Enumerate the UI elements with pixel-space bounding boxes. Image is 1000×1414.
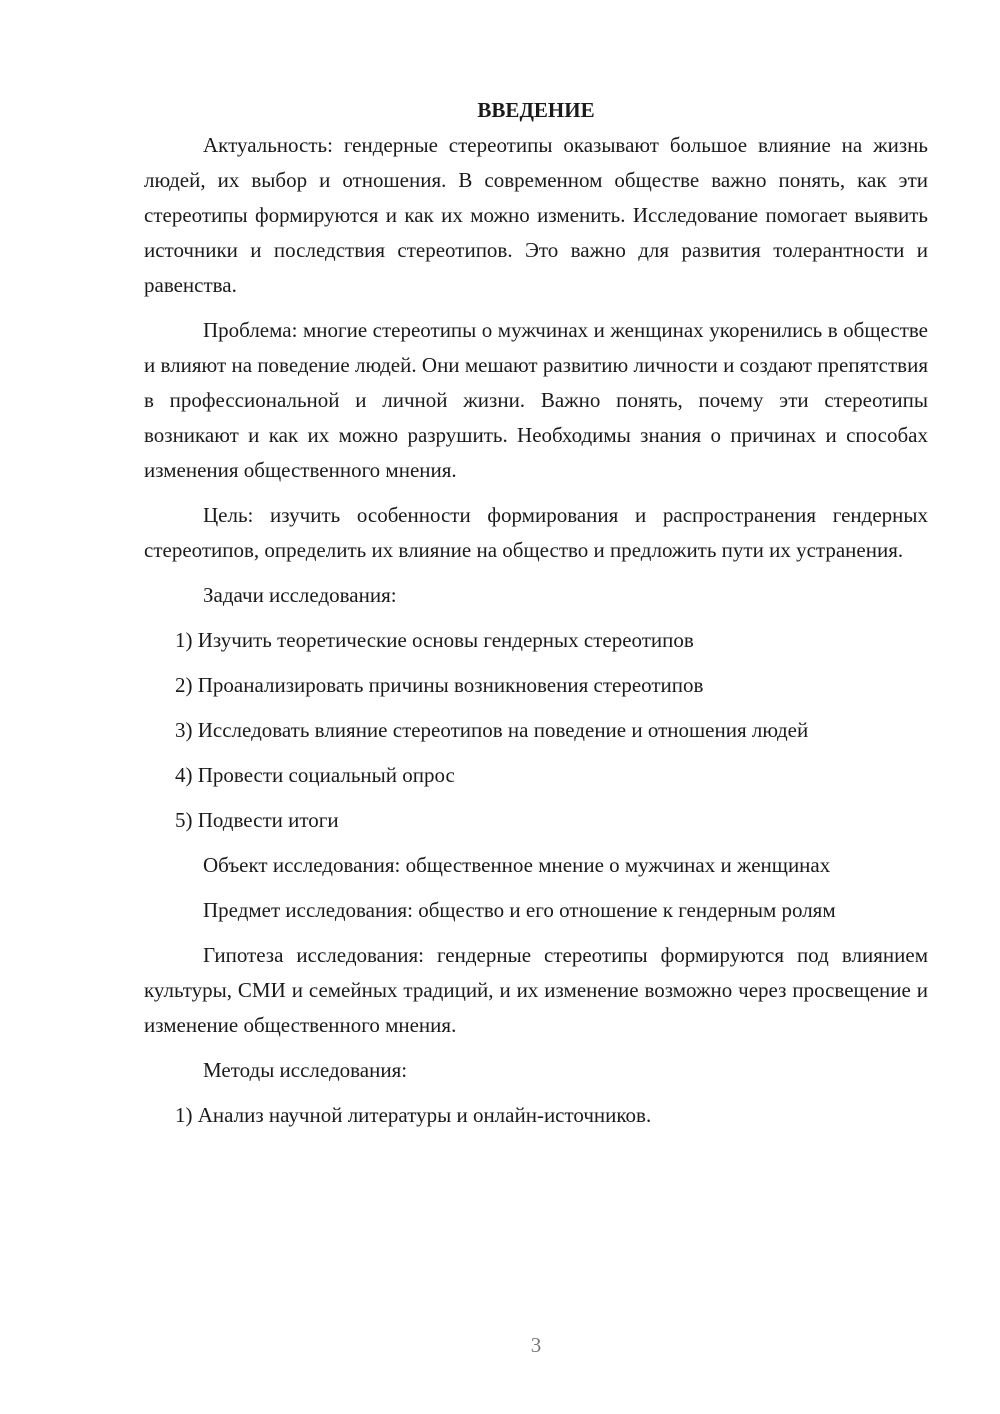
tasks-heading: Задачи исследования: xyxy=(203,583,397,607)
list-item: 1) Анализ научной литературы и онлайн-источников. xyxy=(175,1103,652,1127)
paragraph-goal: Цель: изучить особенности формирования и распространения гендерных стереотипов, определить их влияние на общество и предложить пути их устранения. xyxy=(144,503,928,562)
page-content xyxy=(144,92,928,1143)
tasks-list xyxy=(144,623,928,838)
list-item: 3) Исследовать влияние стереотипов на поведение и отношения людей xyxy=(175,718,809,742)
methods-list xyxy=(144,1098,928,1133)
paragraph-object: Объект исследования: общественное мнение о мужчинах и женщинах xyxy=(203,853,831,877)
list-item: 2) Проанализировать причины возникновения стереотипов xyxy=(175,673,704,697)
list-item: 1) Изучить теоретические основы гендерных стереотипов xyxy=(175,628,694,652)
page-number: 3 xyxy=(530,1333,542,1357)
list-item: 5) Подвести итоги xyxy=(175,808,339,832)
methods-heading: Методы исследования: xyxy=(203,1058,408,1082)
paragraph-subject: Предмет исследования: общество и его отношение к гендерным ролям xyxy=(203,898,836,922)
list-item: 4) Провести социальный опрос xyxy=(175,763,455,787)
paragraph-hypothesis: Гипотеза исследования: гендерные стереотипы формируются под влиянием культуры, СМИ и семейных традиций, и их изменение возможно через просвещение и изменение общественного мнения. xyxy=(144,943,928,1037)
paragraph-relevance: Актуальность: гендерные стереотипы оказывают большое влияние на жизнь людей, их выбор и отношения. В современном обществе важно понять, как эти стереотипы формируются и как их можно изменить. Исследование помогает выявить источники и последствия стереотипов. Это важно для развития толерантности и равенства. xyxy=(144,133,928,297)
paragraph-problem: Проблема: многие стереотипы о мужчинах и женщинах укоренились в обществе и влияют на поведение людей. Они мешают развитию личности и создают препятствия в профессиональной и личной жизни. Важно понять, почему эти стереотипы возникают и как их можно разрушить. Необходимы знания о причинах и способах изменения общественного мнения. xyxy=(144,318,928,482)
section-title: ВВЕДЕНИЕ xyxy=(477,98,595,122)
